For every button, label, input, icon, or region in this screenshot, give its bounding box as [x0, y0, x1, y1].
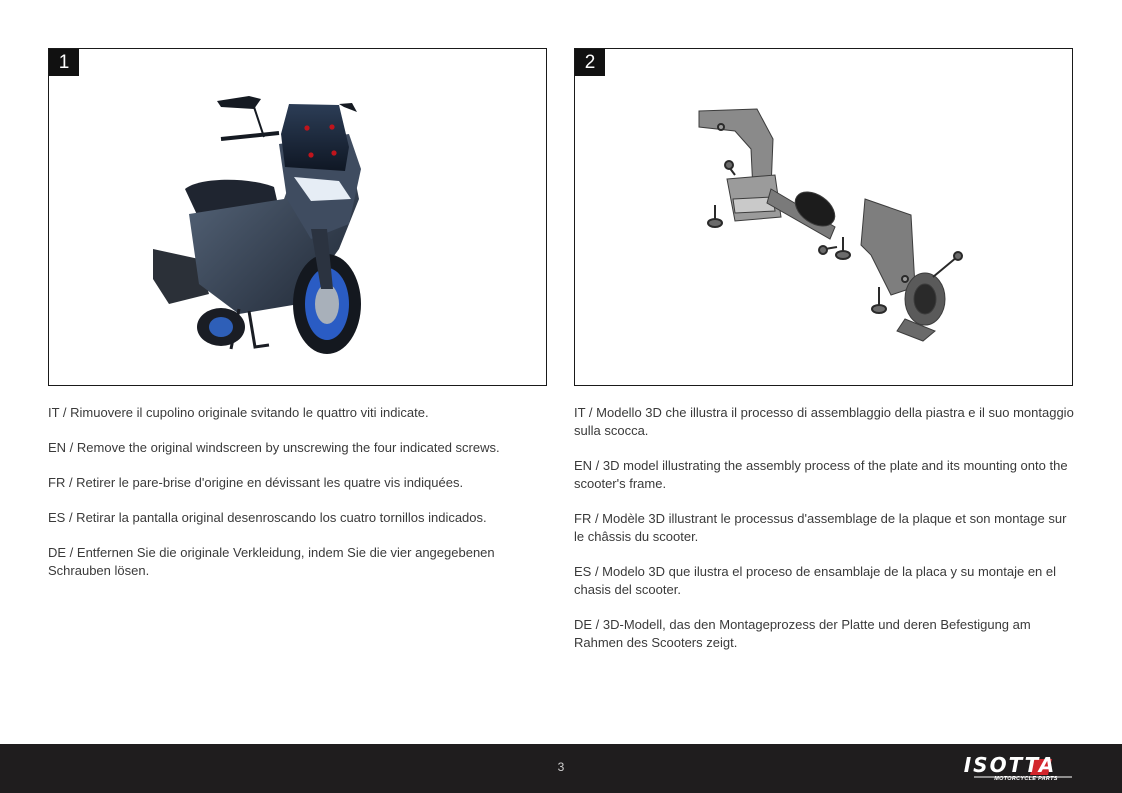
- bolt: [725, 161, 733, 169]
- step-number: 2: [575, 49, 605, 76]
- screw-marker: [331, 150, 336, 155]
- bolt: [708, 219, 722, 227]
- screw-marker: [329, 124, 334, 129]
- instruction-es: ES / Modelo 3D que ilustra el proceso de ensamblaje de la placa y su montaje en el chasis del scooter.: [574, 564, 1057, 597]
- step-1-instructions: [48, 404, 548, 597]
- instruction-it: IT / Modello 3D che illustra il processo di assemblaggio della piastra e il suo montaggio sulla scocca.: [574, 405, 1074, 438]
- step-number: 1: [49, 49, 79, 76]
- brand-logo: [948, 753, 1074, 782]
- brand-tagline: MOTORCYCLE PARTS: [994, 776, 1058, 782]
- step-2-instructions: [574, 404, 1074, 669]
- screw-marker: [304, 125, 309, 130]
- instruction-it: IT / Rimuovere il cupolino originale svitando le quattro viti indicate.: [48, 405, 429, 420]
- mirror-right: [339, 103, 357, 112]
- page-number: 3: [557, 760, 565, 774]
- instruction-fr: FR / Retirer le pare-brise d'origine en dévissant les quatre vis indiquées.: [48, 475, 464, 490]
- step-2-image-panel: [574, 48, 1073, 386]
- windscreen: [281, 104, 349, 171]
- instruction-de: DE / 3D-Modell, das den Montageprozess der Platte und deren Befestigung am Rahmen des Scooters zeigt.: [574, 617, 1031, 650]
- step-1-image-panel: [48, 48, 547, 386]
- instruction-de: DE / Entfernen Sie die originale Verkleidung, indem Sie die vier angegebenen Schrauben lösen.: [48, 545, 495, 578]
- instruction-fr: FR / Modèle 3D illustrant le processus d'assemblage de la plaque et son montage sur le châssis du scooter.: [574, 511, 1067, 544]
- instruction-en: EN / Remove the original windscreen by unscrewing the four indicated screws.: [48, 440, 500, 455]
- bolt: [872, 305, 886, 313]
- screw-marker: [308, 152, 313, 157]
- bracket-3d-model: [575, 49, 1072, 385]
- bolt: [954, 252, 962, 260]
- instruction-es: ES / Retirar la pantalla original desenroscando los cuatro tornillos indicados.: [48, 510, 487, 525]
- brand-name: ISOTTA: [963, 753, 1057, 777]
- bolt: [836, 251, 850, 259]
- page-footer: [0, 744, 1122, 793]
- instruction-en: EN / 3D model illustrating the assembly process of the plate and its mounting onto the scooter's frame.: [574, 458, 1068, 491]
- scooter-photo: [49, 49, 546, 385]
